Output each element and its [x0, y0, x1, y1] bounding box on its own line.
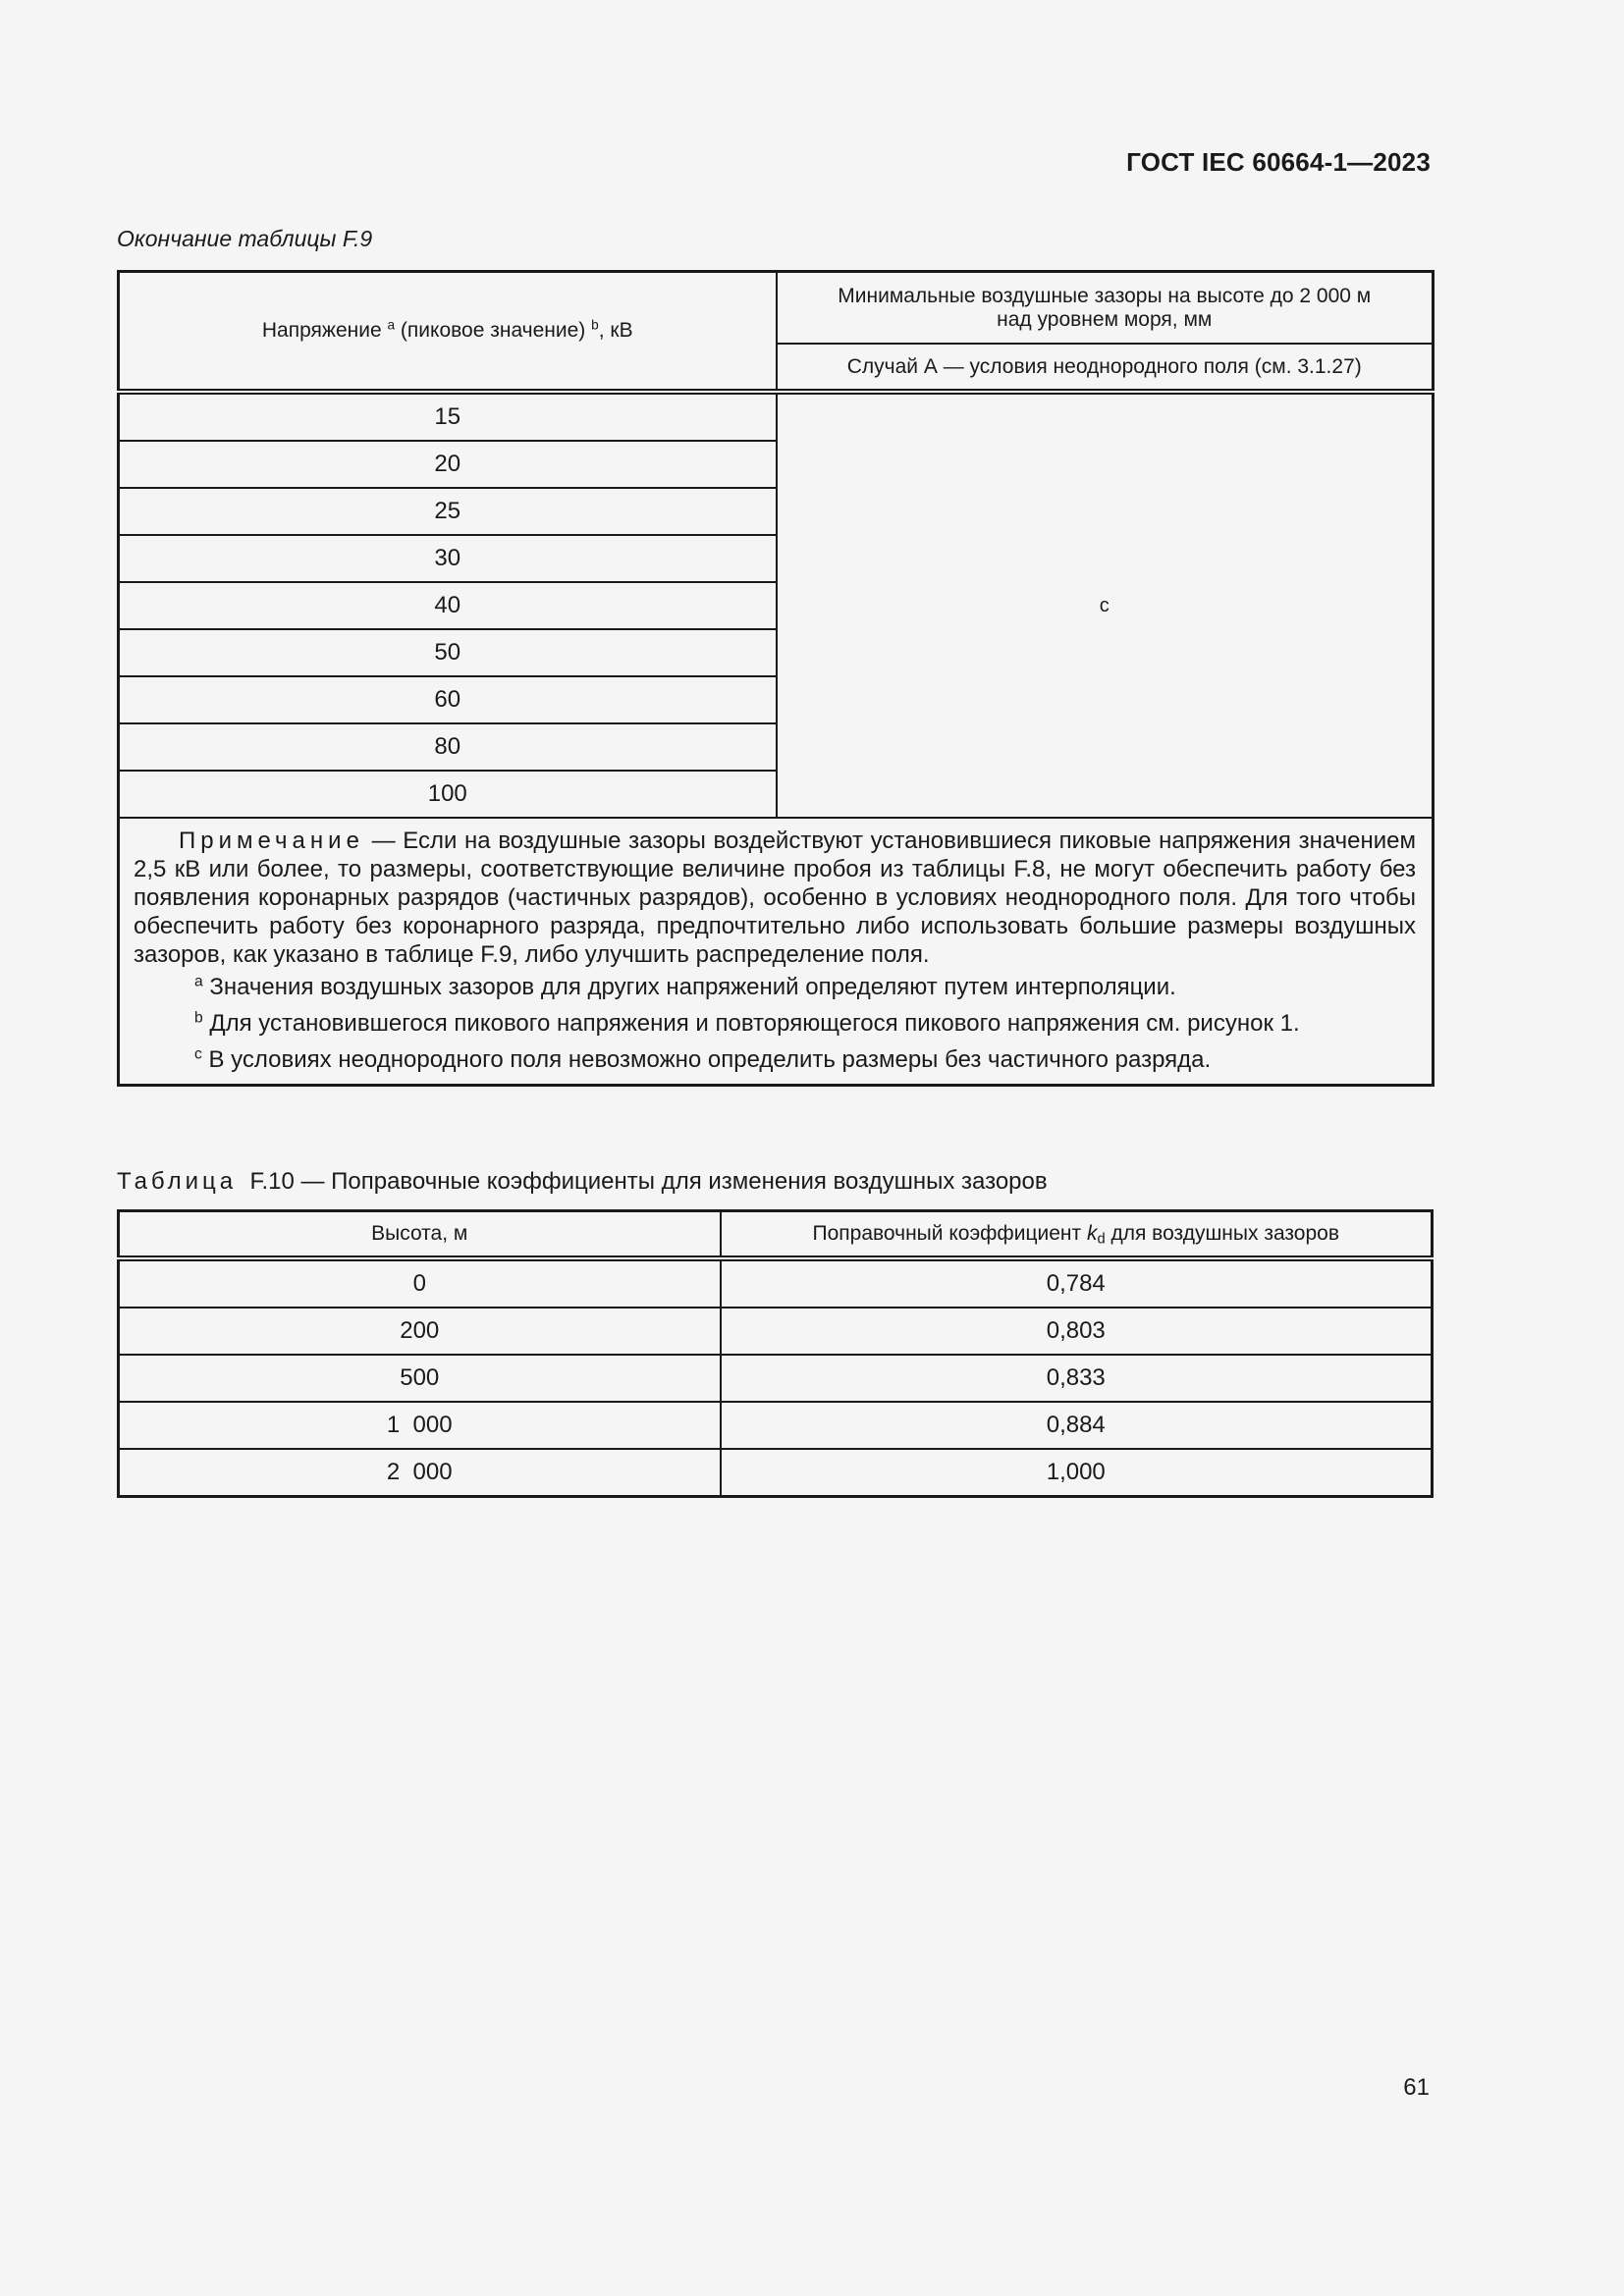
altitude-cell: 500	[119, 1355, 721, 1402]
page-number: 61	[1403, 2074, 1430, 2101]
table-row	[119, 1402, 1433, 1449]
note-text: — Если на воздушные зазоры воздействуют установившиеся пиковые напряжения значением 2,5 кВ или более, то размеры, соответствующие величине пробоя из таблицы F.8, не могут обеспечить работу без появления коронарных разрядов (частичных разрядов), особенно в условиях неоднородного поля. Для того чтобы обеспечить работу без коронарного разряда, предпочтительно либо использовать большие размеры воздушных зазоров, как указано в таблице F.9, либо улучшить распределение поля.	[134, 828, 1416, 968]
voltage-cell: 100	[119, 771, 777, 818]
table-row	[119, 1449, 1433, 1497]
voltage-cell: 30	[119, 535, 777, 582]
footnote-c: $^c$ В условиях неоднородного поля невозможно определить размеры без частичного разряда.	[194, 1045, 1212, 1073]
note-paragraph	[134, 827, 1416, 969]
altitude-cell: 1 000	[119, 1402, 721, 1449]
coefficient-cell: 0,784	[721, 1258, 1433, 1308]
clearance-column-header	[777, 272, 1434, 345]
clearance-header-line1: Минимальные воздушные зазоры на высоте до 2 000 м	[838, 284, 1372, 307]
altitude-cell: 0	[119, 1258, 721, 1308]
merged-clearance-cell: c	[777, 392, 1434, 818]
note-label: Примечание	[179, 828, 364, 854]
table-continuation-title: Окончание таблицы F.9	[117, 226, 373, 251]
voltage-cell: 15	[119, 392, 777, 441]
coefficient-cell: 0,884	[721, 1402, 1433, 1449]
case-a-subheader: Случай А — условия неоднородного поля (см. 3.1.27)	[777, 344, 1434, 392]
voltage-cell: 25	[119, 488, 777, 535]
document-id: ГОСТ IEC 60664-1—2023	[1126, 147, 1431, 177]
table-f10-caption: Таблица F.10 — Поправочные коэффициенты для изменения воздушных зазоров	[117, 1168, 1048, 1195]
voltage-cell: 40	[119, 582, 777, 629]
voltage-column-header: Напряжение $^a$ (пиковое значение) $^b$, кВ	[119, 272, 777, 393]
voltage-cell: 50	[119, 629, 777, 676]
table-notes	[119, 818, 1434, 1086]
coefficient-cell: 1,000	[721, 1449, 1433, 1497]
altitude-cell: 200	[119, 1308, 721, 1355]
table-f10	[117, 1209, 1434, 1498]
coefficient-column-header: Поправочный коэффициент $k_d$ для воздушных зазоров	[721, 1211, 1433, 1259]
table-row	[119, 1355, 1433, 1402]
voltage-cell: 60	[119, 676, 777, 723]
footnote-a: $^a$ Значения воздушных зазоров для других напряжений определяют путем интерполяции.	[194, 973, 1176, 1000]
table-row	[119, 1308, 1433, 1355]
voltage-cell: 20	[119, 441, 777, 488]
coefficient-cell: 0,833	[721, 1355, 1433, 1402]
altitude-cell: 2 000	[119, 1449, 721, 1497]
footnote-b: $^b$ Для установившегося пикового напряжения и повторяющегося пикового напряжения см. рисунок 1.	[194, 1009, 1300, 1037]
table-f9	[117, 270, 1435, 1087]
voltage-cell: 80	[119, 723, 777, 771]
table-row	[119, 1258, 1433, 1308]
clearance-header-line2: над уровнем моря, мм	[997, 307, 1213, 331]
coefficient-cell: 0,803	[721, 1308, 1433, 1355]
altitude-column-header: Высота, м	[119, 1211, 721, 1259]
